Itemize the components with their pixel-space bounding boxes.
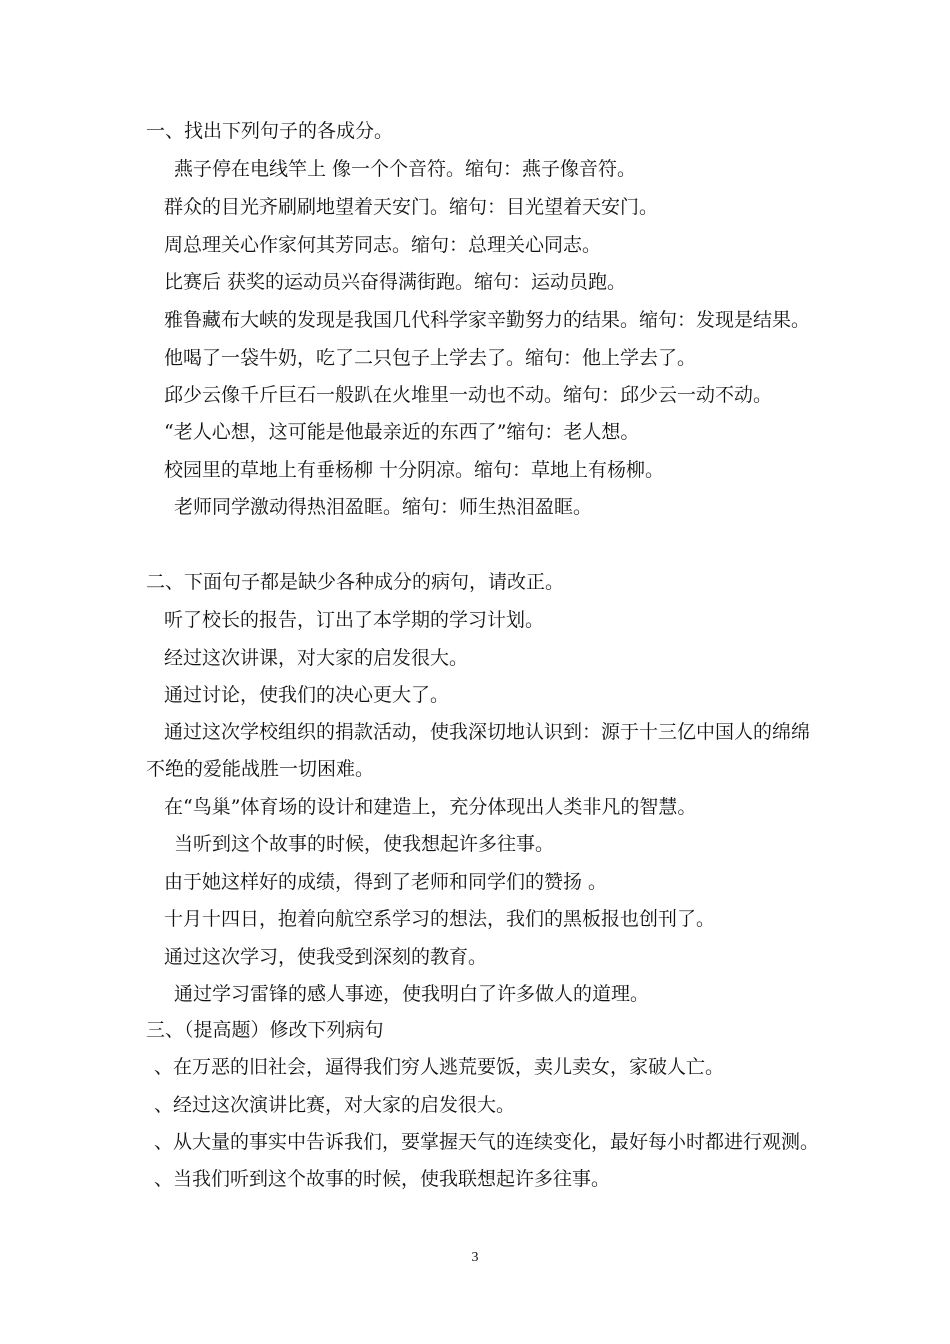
section-2-item-8: 十月十四日，抱着向航空系学习的想法，我们的黑板报也创刊了。 — [164, 908, 716, 930]
section-2-item-2: 经过这次讲课，对大家的启发很大。 — [164, 647, 469, 669]
section-1-item-2: 群众的目光齐刷刷地望着天安门。缩句：目光望着天安门。 — [164, 196, 659, 218]
section-1-item-4: 比赛后 获奖的运动员兴奋得满街跑。缩句：运动员跑。 — [164, 271, 627, 293]
section-3-heading: 三、（提高题）修改下列病句 — [146, 1019, 384, 1041]
section-1-item-1: 燕子停在电线竿上 像一个个音符。缩句：燕子像音符。 — [174, 158, 637, 180]
section-2-item-10: 通过学习雷锋的感人事迹，使我明白了许多做人的道理。 — [174, 983, 650, 1005]
section-1-item-3: 周总理关心作家何其芳同志。缩句：总理关心同志。 — [164, 234, 602, 256]
section-3-item-4: 、当我们听到这个故事的时候，使我联想起许多往事。 — [154, 1168, 611, 1190]
section-1-item-9: 校园里的草地上有垂杨柳 十分阴凉。缩句：草地上有杨柳。 — [164, 459, 665, 481]
page-number: 3 — [471, 1250, 479, 1265]
section-2-item-7: 由于她这样好的成绩，得到了老师和同学们的赞扬 。 — [164, 871, 608, 893]
section-1-item-7: 邱少云像千斤巨石一般趴在火堆里一动也不动。缩句：邱少云一动不动。 — [164, 384, 773, 406]
section-1-heading: 一、找出下列句子的各成分。 — [146, 120, 394, 142]
section-2-item-9: 通过这次学习，使我受到深刻的教育。 — [164, 946, 488, 968]
section-2-heading: 二、下面句子都是缺少各种成分的病句，请改正。 — [146, 571, 565, 593]
section-2-item-6: 当听到这个故事的时候，使我想起许多往事。 — [174, 833, 555, 855]
section-2-item-3: 通过讨论，使我们的决心更大了。 — [164, 684, 450, 706]
section-1-item-5: 雅鲁藏布大峡的发现是我国几代科学家辛勤努力的结果。缩句：发现是结果。 — [164, 309, 811, 331]
section-3-item-1: 、在万恶的旧社会，逼得我们穷人逃荒要饭，卖儿卖女，家破人亡。 — [154, 1056, 725, 1078]
section-3-item-3: 、从大量的事实中告诉我们，要掌握天气的连续变化，最好每小时都进行观测。 — [154, 1131, 820, 1153]
section-1-item-6: 他喝了一袋牛奶，吃了二只包子上学去了。缩句：他上学去了。 — [164, 347, 697, 369]
section-2-item-4: 通过这次学校组织的捐款活动，使我深切地认识到：源于十三亿中国人的绵绵 — [164, 721, 811, 743]
section-2-item-5: 在“鸟巢”体育场的设计和建造上，充分体现出人类非凡的智慧。 — [164, 796, 697, 818]
section-2-item-4-continued: 不绝的爱能战胜一切困难。 — [146, 758, 375, 780]
section-1-item-10: 老师同学激动得热泪盈眶。缩句：师生热泪盈眶。 — [174, 496, 593, 518]
section-1-item-8: “老人心想，这可能是他最亲近的东西了”缩句：老人想。 — [164, 421, 640, 443]
section-3-item-2: 、经过这次演讲比赛，对大家的启发很大。 — [154, 1094, 516, 1116]
section-2-item-1: 听了校长的报告，订出了本学期的学习计划。 — [164, 609, 545, 631]
